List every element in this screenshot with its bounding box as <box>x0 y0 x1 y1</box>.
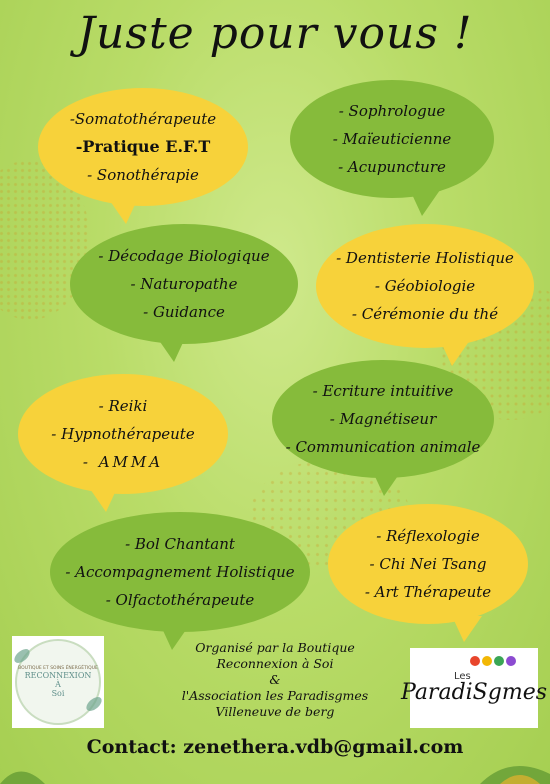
service-item: - Réflexologie <box>376 527 480 545</box>
leaf-icon <box>84 694 104 713</box>
speech-bubble-dentisterie <box>316 224 534 348</box>
service-item: - Art Thérapeute <box>364 583 492 601</box>
organizer-line: Organisé par la Boutique <box>195 640 355 655</box>
speech-bubble-sophrologue <box>290 80 494 198</box>
service-item: -Somatothérapeute <box>69 110 217 128</box>
service-item: - Maïeuticienne <box>332 130 452 148</box>
paradisgmes-logo <box>401 648 548 728</box>
service-item: - Bol Chantant <box>125 535 235 553</box>
organizer-line: Villeneuve de berg <box>215 704 335 719</box>
footer-leaves-decoration <box>0 754 550 784</box>
bubble-tail <box>440 340 470 366</box>
service-item: - Sonothérapie <box>87 166 199 184</box>
logo-name: RECONNEXION <box>24 671 92 680</box>
bubble-tail <box>452 616 482 642</box>
service-item: - Dentisterie Holistique <box>336 249 514 267</box>
organizer-line: Reconnexion à Soi <box>216 656 334 671</box>
contact-email: Contact: zenethera.vdb@gmail.com <box>86 736 464 758</box>
bubble-tail <box>156 336 186 362</box>
service-item: - Cérémonie du thé <box>351 305 499 323</box>
service-item: - Géobiologie <box>374 277 476 295</box>
service-item: - Olfactothérapeute <box>105 591 255 609</box>
speech-bubble-somatotherapeute <box>38 88 248 206</box>
speech-bubble-decodage <box>70 224 298 344</box>
speech-bubble-ecriture <box>272 360 494 478</box>
service-item: - Naturopathe <box>130 275 238 293</box>
logo-name: Soi <box>51 689 65 698</box>
service-item: - Hypnothérapeute <box>51 425 195 443</box>
speech-bubble-reiki <box>18 374 228 494</box>
logo-les: Les <box>454 671 471 682</box>
logo-brand: ParadiSgmes <box>401 680 548 705</box>
service-item: - Communication animale <box>285 438 481 456</box>
page-title: Juste pour vous ! <box>77 8 473 59</box>
speech-bubble-bol-chantant <box>50 512 310 632</box>
organizer-line: l'Association les Paradisgmes <box>181 688 369 703</box>
organizer-line: & <box>269 672 281 687</box>
organizer-text <box>150 640 400 720</box>
service-item: - Sophrologue <box>338 102 446 120</box>
service-item: - Ecriture intuitive <box>312 382 454 400</box>
service-item: - Accompagnement Holistique <box>65 563 295 581</box>
service-item: - Magnétiseur <box>329 410 437 428</box>
logo-ring <box>15 639 101 725</box>
service-item: - AMMA <box>82 453 164 471</box>
service-item: - Acupuncture <box>338 158 446 176</box>
colorful-figures-icon <box>470 656 516 666</box>
service-item: - Chi Nei Tsang <box>369 555 487 573</box>
reconnexion-a-soi-logo <box>12 636 104 728</box>
service-item: - Reiki <box>98 397 148 415</box>
service-item: -Pratique E.F.T <box>75 137 211 156</box>
bubble-tail <box>88 486 118 512</box>
leaf-icon <box>12 646 32 665</box>
service-item: - Guidance <box>143 303 225 321</box>
bubble-tail <box>108 198 138 224</box>
bubble-tail <box>372 470 402 496</box>
bubble-tail <box>410 190 440 216</box>
speech-bubble-reflexologie <box>328 504 528 624</box>
logo-name: À <box>55 680 61 689</box>
logo-tagline: BOUTIQUE ET SOINS ÉNERGÉTIQUE <box>18 666 98 671</box>
service-item: - Décodage Biologique <box>98 247 270 265</box>
